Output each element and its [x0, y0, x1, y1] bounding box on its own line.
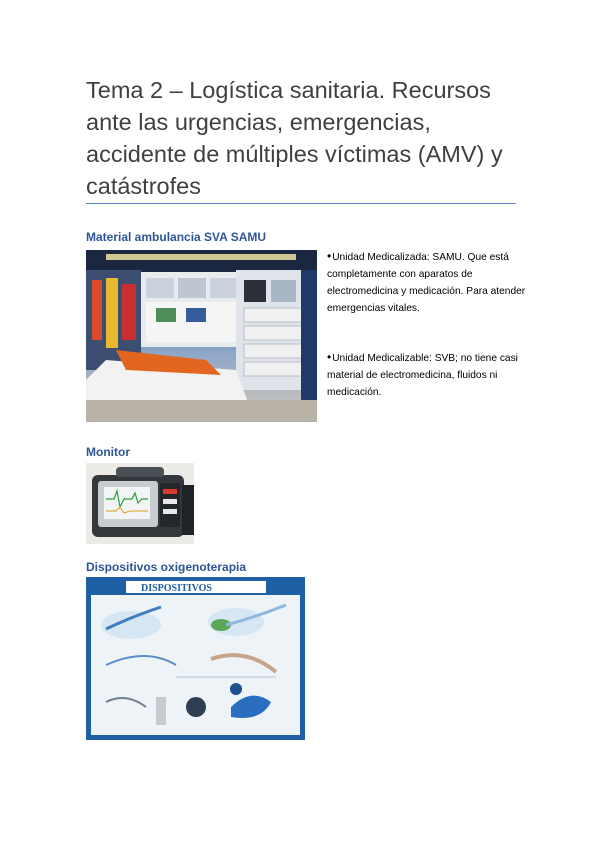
oxygen-poster-illustration — [86, 577, 305, 740]
page-title: Tema 2 – Logística sanitaria. Recursos ante las urgencias, emergencias, accidente de múltiples víctimas (AMV) y catástrofes — [86, 77, 503, 199]
poster-title: DISPOSITIVOS — [141, 583, 212, 594]
title-underline — [86, 203, 516, 204]
section-heading-ambulance: Material ambulancia SVA SAMU — [86, 230, 267, 244]
list-item: • Unidad Medicalizada: SAMU. Que está completamente con aparatos de electromedicina y medicación. Para atender emergencias vitales. — [327, 248, 527, 317]
monitor-photo — [86, 463, 194, 544]
section-heading-oxygen: Dispositivos oxigenoterapia — [86, 560, 247, 574]
ambulance-photo-illustration — [86, 250, 317, 422]
list-item: • Unidad Medicalizable: SVB; no tiene casi material de electromedicina, fluidos ni medicación. — [327, 349, 527, 401]
oxygen-devices-poster — [86, 577, 305, 740]
monitor-photo-illustration — [86, 463, 194, 544]
section-heading-monitor: Monitor — [86, 445, 130, 459]
ambulance-bullet-list — [327, 248, 527, 433]
ambulance-interior-photo — [86, 250, 317, 422]
